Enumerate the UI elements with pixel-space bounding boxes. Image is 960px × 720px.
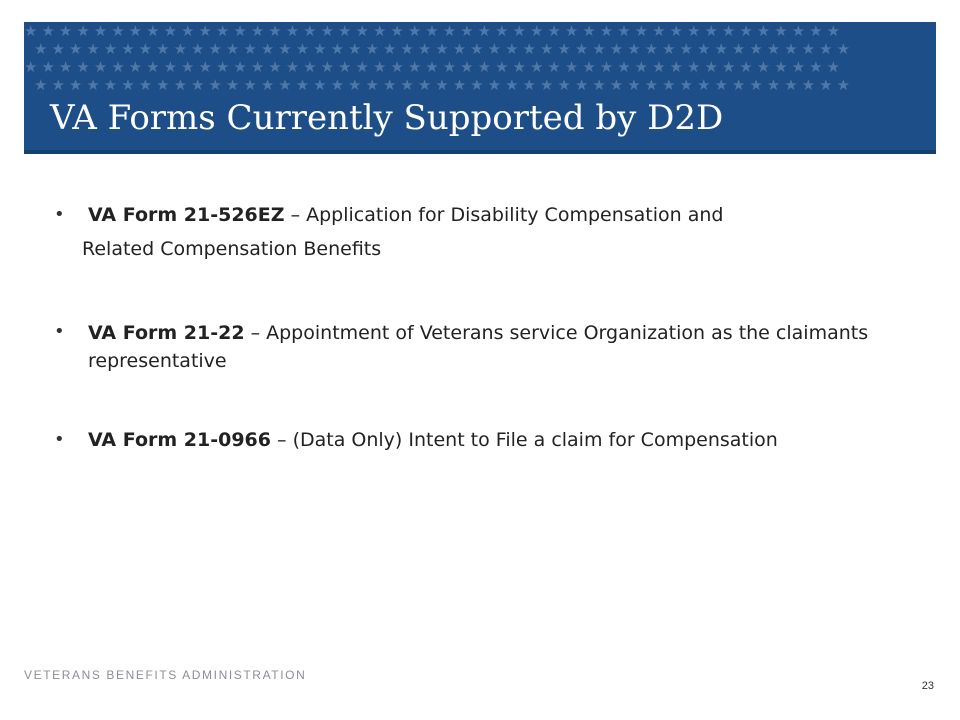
star-pattern: ★★★★★★★★★★★★★★★★★★★★★★★★★★★★★★★★★★★★★★★★★★★★★★★ ★★★★★★★★★★★★★★★★★★★★★★★★★★★★★★★★★★★★★★★★★★★★★★★ ★★★★★★★★★★★★★★★★★★★★★★★★★★★★★★★★★★★★★★★★★★★★★★★ ★★★★★★★★★★★★★★★★★★★★★★★★★★★★★★★★★★★★★★★★★★★★★★★ (24, 22, 855, 94)
bullet-dot-icon: • (54, 321, 65, 342)
bullet-dot-icon: • (54, 204, 65, 225)
bullet-item (54, 200, 894, 265)
slide-title: VA Forms Currently Supported by D2D (50, 98, 724, 138)
bullet-item (54, 319, 894, 375)
form-description: – Appointment of Veterans service Organization as the claimants representative (88, 322, 869, 372)
banner-shade (24, 150, 936, 154)
form-description: – Application for Disability Compensation and (284, 204, 724, 226)
footer-organization: VETERANS BENEFITS ADMINISTRATION (24, 668, 307, 682)
bullet-item (54, 425, 894, 456)
bullet-dot-icon: • (54, 429, 65, 450)
bullet-list (54, 200, 894, 456)
form-description: – (Data Only) Intent to File a claim for Compensation (271, 429, 778, 451)
form-description-continued: Related Compensation Benefits (82, 238, 382, 260)
form-name: VA Form 21-526EZ (88, 204, 285, 226)
form-name: VA Form 21-0966 (88, 429, 271, 451)
page-number: 23 (921, 680, 934, 692)
form-name: VA Form 21-22 (88, 322, 245, 344)
